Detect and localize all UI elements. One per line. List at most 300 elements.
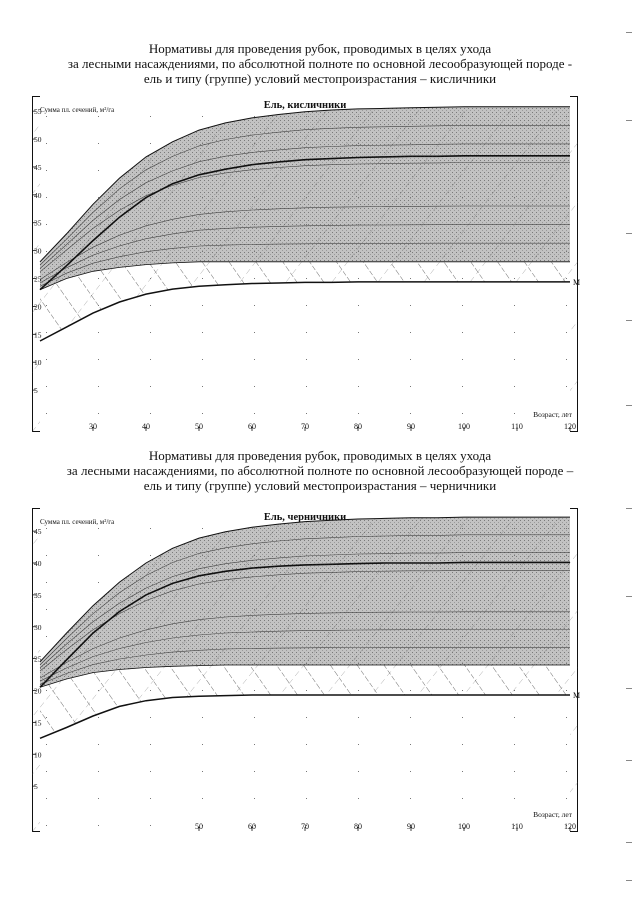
x-tick-label: 70: [301, 822, 309, 831]
grid-dot: [98, 278, 99, 279]
x-tick-label: 30: [89, 422, 97, 431]
grid-dot: [150, 116, 151, 117]
x-tick-label: 90: [407, 422, 415, 431]
grid-dot: [462, 663, 463, 664]
grid-dot: [202, 771, 203, 772]
grid-dot: [514, 251, 515, 252]
curve-label-m: М: [573, 277, 581, 287]
grid-dot: [410, 332, 411, 333]
grid-dot: [254, 798, 255, 799]
grid-dot: [98, 555, 99, 556]
band-dash: [630, 96, 640, 432]
x-tick-label: 60: [248, 422, 256, 431]
band-dash: [584, 96, 640, 432]
grid-dot: [202, 359, 203, 360]
y-tick-label: 5: [34, 782, 38, 792]
grid-dot: [150, 528, 151, 529]
grid-dot: [150, 798, 151, 799]
grid-dot: [306, 690, 307, 691]
y-tick-label: 35: [34, 590, 42, 600]
band-dash: [584, 508, 640, 832]
grid-dot: [98, 825, 99, 826]
grid-dot: [254, 555, 255, 556]
grid-dot: [46, 332, 47, 333]
grid-dot: [410, 555, 411, 556]
grid-dot: [462, 116, 463, 117]
edge-mark: [626, 320, 632, 321]
grid-dot: [462, 332, 463, 333]
grid-dot: [46, 690, 47, 691]
grid-dot: [566, 332, 567, 333]
grid-dot: [410, 663, 411, 664]
grid-dot: [566, 717, 567, 718]
grid-dot: [514, 771, 515, 772]
grid-dot: [306, 116, 307, 117]
grid-dot: [202, 717, 203, 718]
grid-dot: [254, 170, 255, 171]
edge-mark: [626, 760, 632, 761]
grid-dot: [254, 609, 255, 610]
grid-dot: [566, 582, 567, 583]
grid-dot: [410, 278, 411, 279]
grid-dot: [98, 609, 99, 610]
grid-dot: [358, 798, 359, 799]
grid-dot: [98, 251, 99, 252]
grid-dot: [254, 143, 255, 144]
grid-dot: [462, 170, 463, 171]
grid-dot: [566, 798, 567, 799]
grid-dot: [150, 251, 151, 252]
y-tick-label: 25: [34, 654, 42, 664]
grid-dot: [514, 582, 515, 583]
band-dash: [630, 508, 640, 832]
x-axis-label: Возраст, лет: [533, 810, 572, 819]
grid-dot: [358, 359, 359, 360]
grid-dot: [254, 359, 255, 360]
grid-dot: [202, 744, 203, 745]
grid-dot: [98, 798, 99, 799]
grid-dot: [46, 528, 47, 529]
caption-line: за лесными насаждениями, по абсолютной полноте по основной лесообразующей породе –: [66, 463, 574, 478]
grid-dot: [202, 143, 203, 144]
grid-dot: [566, 170, 567, 171]
y-tick-label: 20: [34, 302, 42, 312]
grid-dot: [202, 609, 203, 610]
grid-dot: [358, 663, 359, 664]
x-axis-label: Возраст, лет: [533, 410, 572, 419]
y-tick-label: 45: [34, 527, 42, 537]
edge-mark: [626, 596, 632, 597]
grid-dot: [514, 690, 515, 691]
y-tick-label: 35: [34, 218, 42, 228]
grid-dot: [150, 690, 151, 691]
grid-dot: [98, 528, 99, 529]
grid-dot: [462, 744, 463, 745]
grid-dot: [358, 143, 359, 144]
grid-dot: [410, 798, 411, 799]
grid-dot: [462, 582, 463, 583]
grid-dot: [566, 224, 567, 225]
grid-dot: [46, 305, 47, 306]
grid-dot: [150, 386, 151, 387]
y-tick-label: 50: [34, 135, 42, 145]
y-tick-label: 20: [34, 686, 42, 696]
paper-mask-bottom: [40, 695, 570, 832]
edge-mark: [626, 880, 632, 881]
grid-dot: [514, 305, 515, 306]
grid-dot: [358, 386, 359, 387]
grid-dot: [150, 224, 151, 225]
grid-dot: [98, 771, 99, 772]
grid-dot: [254, 116, 255, 117]
grid-dot: [306, 278, 307, 279]
chart-chernichniki: [32, 508, 581, 832]
grid-dot: [150, 332, 151, 333]
chart-title: Ель, кисличники: [263, 100, 347, 111]
grid-dot: [410, 744, 411, 745]
grid-dot: [150, 305, 151, 306]
grid-dot: [566, 555, 567, 556]
grid-dot: [462, 717, 463, 718]
y-tick-label: 15: [34, 718, 42, 728]
grid-dot: [410, 143, 411, 144]
edge-mark: [626, 508, 632, 509]
grid-dot: [306, 305, 307, 306]
grid-dot: [358, 528, 359, 529]
grid-dot: [462, 251, 463, 252]
grid-dot: [306, 413, 307, 414]
y-tick-label: 5: [34, 386, 38, 396]
grid-dot: [358, 305, 359, 306]
grid-dot: [514, 359, 515, 360]
grid-dot: [306, 717, 307, 718]
edge-mark: [626, 688, 632, 689]
grid-dot: [358, 609, 359, 610]
grid-dot: [254, 386, 255, 387]
grid-dot: [46, 359, 47, 360]
grid-dot: [306, 359, 307, 360]
grid-dot: [566, 278, 567, 279]
grid-dot: [410, 717, 411, 718]
grid-dot: [202, 413, 203, 414]
grid-dot: [410, 170, 411, 171]
grid-dot: [306, 663, 307, 664]
grid-dot: [254, 278, 255, 279]
y-tick-label: 15: [34, 330, 42, 340]
grid-dot: [566, 386, 567, 387]
grid-dot: [46, 555, 47, 556]
grid-dot: [202, 332, 203, 333]
grid-dot: [410, 305, 411, 306]
grid-dot: [514, 197, 515, 198]
grid-dot: [98, 744, 99, 745]
grid-dot: [566, 116, 567, 117]
y-tick-label: 40: [34, 190, 42, 200]
x-tick-label: 50: [195, 422, 203, 431]
grid-dot: [410, 528, 411, 529]
grid-dot: [46, 636, 47, 637]
y-axis-label: Сумма пл. сечений, м²/га: [40, 518, 115, 526]
grid-dot: [462, 224, 463, 225]
grid-dot: [46, 771, 47, 772]
grid-dot: [514, 224, 515, 225]
edge-mark: [626, 120, 632, 121]
y-axis-label: Сумма пл. сечений, м²/га: [40, 106, 115, 114]
paper-mask-bottom: [40, 282, 570, 432]
x-tick-label: 100: [458, 822, 470, 831]
grid-dot: [254, 197, 255, 198]
grid-dot: [202, 197, 203, 198]
caption-kislichniki: [20, 41, 620, 86]
grid-dot: [46, 582, 47, 583]
grid-dot: [306, 771, 307, 772]
grid-dot: [462, 143, 463, 144]
grid-dot: [46, 386, 47, 387]
x-tick-label: 100: [458, 422, 470, 431]
edge-mark: [626, 405, 632, 406]
grid-dot: [98, 582, 99, 583]
grid-dot: [150, 717, 151, 718]
grid-dot: [514, 143, 515, 144]
grid-dot: [98, 636, 99, 637]
grid-dot: [254, 717, 255, 718]
grid-dot: [98, 197, 99, 198]
grid-dot: [306, 386, 307, 387]
grid-dot: [462, 690, 463, 691]
grid-dot: [202, 386, 203, 387]
edge-mark: [626, 842, 632, 843]
grid-dot: [410, 197, 411, 198]
grid-dot: [46, 116, 47, 117]
grid-dot: [202, 663, 203, 664]
grid-dot: [46, 251, 47, 252]
y-tick-label: 10: [34, 750, 42, 760]
grid-dot: [358, 582, 359, 583]
grid-dot: [150, 582, 151, 583]
grid-dot: [46, 224, 47, 225]
curve-label-m: М: [573, 690, 581, 700]
x-tick-label: 60: [248, 822, 256, 831]
grid-dot: [98, 143, 99, 144]
chart-kislichniki: [32, 96, 581, 432]
grid-dot: [254, 332, 255, 333]
grid-dot: [306, 332, 307, 333]
x-tick-label: 120: [564, 822, 576, 831]
grid-dot: [254, 663, 255, 664]
grid-dot: [46, 663, 47, 664]
grid-dot: [150, 359, 151, 360]
grid-dot: [46, 413, 47, 414]
grid-dot: [46, 717, 47, 718]
grid-dot: [202, 278, 203, 279]
grid-dot: [462, 278, 463, 279]
grid-dot: [566, 143, 567, 144]
grid-dot: [462, 636, 463, 637]
grid-dot: [566, 609, 567, 610]
grid-dot: [202, 305, 203, 306]
grid-dot: [150, 771, 151, 772]
y-tick-label: 40: [34, 559, 42, 568]
grid-dot: [98, 413, 99, 414]
y-tick-label: 25: [34, 274, 42, 284]
grid-dot: [46, 197, 47, 198]
grid-dot: [410, 582, 411, 583]
caption-line: ель и типу (группе) условий местопроизрастания – кисличники: [143, 71, 497, 86]
grid-dot: [98, 170, 99, 171]
x-tick-label: 120: [564, 422, 576, 431]
grid-dot: [306, 582, 307, 583]
grid-dot: [46, 744, 47, 745]
grid-dot: [306, 224, 307, 225]
caption-line: Нормативы для проведения рубок, проводимых в целях ухода: [148, 448, 492, 463]
grid-dot: [202, 170, 203, 171]
grid-dot: [254, 251, 255, 252]
grid-dot: [46, 798, 47, 799]
grid-dot: [150, 278, 151, 279]
grid-dot: [150, 413, 151, 414]
grid-dot: [410, 386, 411, 387]
grid-dot: [462, 555, 463, 556]
grid-dot: [462, 386, 463, 387]
grid-dot: [46, 143, 47, 144]
grid-dot: [514, 636, 515, 637]
grid-dot: [358, 413, 359, 414]
grid-dot: [150, 143, 151, 144]
grid-dot: [150, 197, 151, 198]
grid-dot: [566, 771, 567, 772]
grid-dot: [514, 744, 515, 745]
grid-dot: [410, 636, 411, 637]
grid-dot: [46, 825, 47, 826]
caption-line: за лесными насаждениями, по абсолютной полноте по основной лесообразующей породе -: [67, 56, 573, 71]
grid-dot: [150, 170, 151, 171]
grid-dot: [358, 771, 359, 772]
grid-dot: [254, 305, 255, 306]
grid-dot: [202, 555, 203, 556]
grid-dot: [254, 771, 255, 772]
grid-dot: [514, 116, 515, 117]
grid-dot: [514, 528, 515, 529]
grid-dot: [202, 798, 203, 799]
grid-dot: [98, 224, 99, 225]
y-tick-label: 30: [34, 246, 42, 256]
grid-dot: [410, 413, 411, 414]
grid-dot: [46, 609, 47, 610]
edge-mark: [626, 233, 632, 234]
grid-dot: [150, 744, 151, 745]
grid-dot: [358, 717, 359, 718]
grid-dot: [306, 143, 307, 144]
grid-dot: [462, 798, 463, 799]
grid-dot: [202, 251, 203, 252]
grid-dot: [514, 278, 515, 279]
edge-mark: [626, 32, 632, 33]
grid-dot: [306, 170, 307, 171]
grid-dot: [514, 170, 515, 171]
grid-dot: [202, 528, 203, 529]
grid-dot: [306, 609, 307, 610]
y-tick-label: 45: [34, 162, 42, 172]
grid-dot: [98, 717, 99, 718]
grid-dot: [566, 690, 567, 691]
grid-dot: [410, 609, 411, 610]
grid-dot: [462, 771, 463, 772]
grid-dot: [462, 609, 463, 610]
grid-dot: [98, 116, 99, 117]
grid-dot: [254, 413, 255, 414]
grid-dot: [566, 359, 567, 360]
grid-dot: [306, 251, 307, 252]
x-tick-label: 110: [511, 822, 523, 831]
grid-dot: [410, 116, 411, 117]
grid-dot: [150, 825, 151, 826]
grid-dot: [514, 798, 515, 799]
grid-dot: [410, 251, 411, 252]
grid-dot: [150, 609, 151, 610]
grid-dot: [566, 663, 567, 664]
grid-dot: [566, 197, 567, 198]
grid-dot: [514, 717, 515, 718]
grid-dot: [566, 251, 567, 252]
x-tick-label: 90: [407, 822, 415, 831]
grid-dot: [358, 690, 359, 691]
grid-dot: [202, 636, 203, 637]
grid-dot: [254, 528, 255, 529]
y-tick-label: 30: [34, 622, 42, 632]
grid-dot: [462, 197, 463, 198]
x-tick-label: 70: [301, 422, 309, 431]
grid-dot: [306, 798, 307, 799]
grid-dot: [98, 386, 99, 387]
grid-dot: [254, 744, 255, 745]
grid-dot: [462, 413, 463, 414]
caption-line: Нормативы для проведения рубок, проводимых в целях ухода: [148, 41, 492, 56]
grid-dot: [358, 251, 359, 252]
grid-dot: [566, 528, 567, 529]
grid-dot: [254, 636, 255, 637]
grid-dot: [202, 690, 203, 691]
chart-title: Ель, черничники: [263, 512, 347, 523]
grid-dot: [410, 359, 411, 360]
grid-dot: [358, 116, 359, 117]
grid-dot: [358, 278, 359, 279]
grid-dot: [254, 224, 255, 225]
grid-dot: [358, 555, 359, 556]
grid-dot: [46, 278, 47, 279]
grid-dot: [202, 116, 203, 117]
grid-dot: [202, 224, 203, 225]
band-dash: [0, 96, 16, 432]
grid-dot: [514, 413, 515, 414]
x-tick-label: 80: [354, 422, 362, 431]
grid-dot: [514, 555, 515, 556]
grid-dot: [150, 555, 151, 556]
grid-dot: [514, 609, 515, 610]
grid-dot: [514, 386, 515, 387]
x-tick-label: 50: [195, 822, 203, 831]
grid-dot: [462, 359, 463, 360]
grid-dot: [358, 170, 359, 171]
grid-dot: [98, 332, 99, 333]
grid-dot: [410, 771, 411, 772]
grid-dot: [566, 744, 567, 745]
grid-dot: [98, 305, 99, 306]
grid-dot: [514, 332, 515, 333]
grid-dot: [358, 224, 359, 225]
grid-dot: [98, 359, 99, 360]
grid-dot: [514, 663, 515, 664]
grid-dot: [98, 690, 99, 691]
